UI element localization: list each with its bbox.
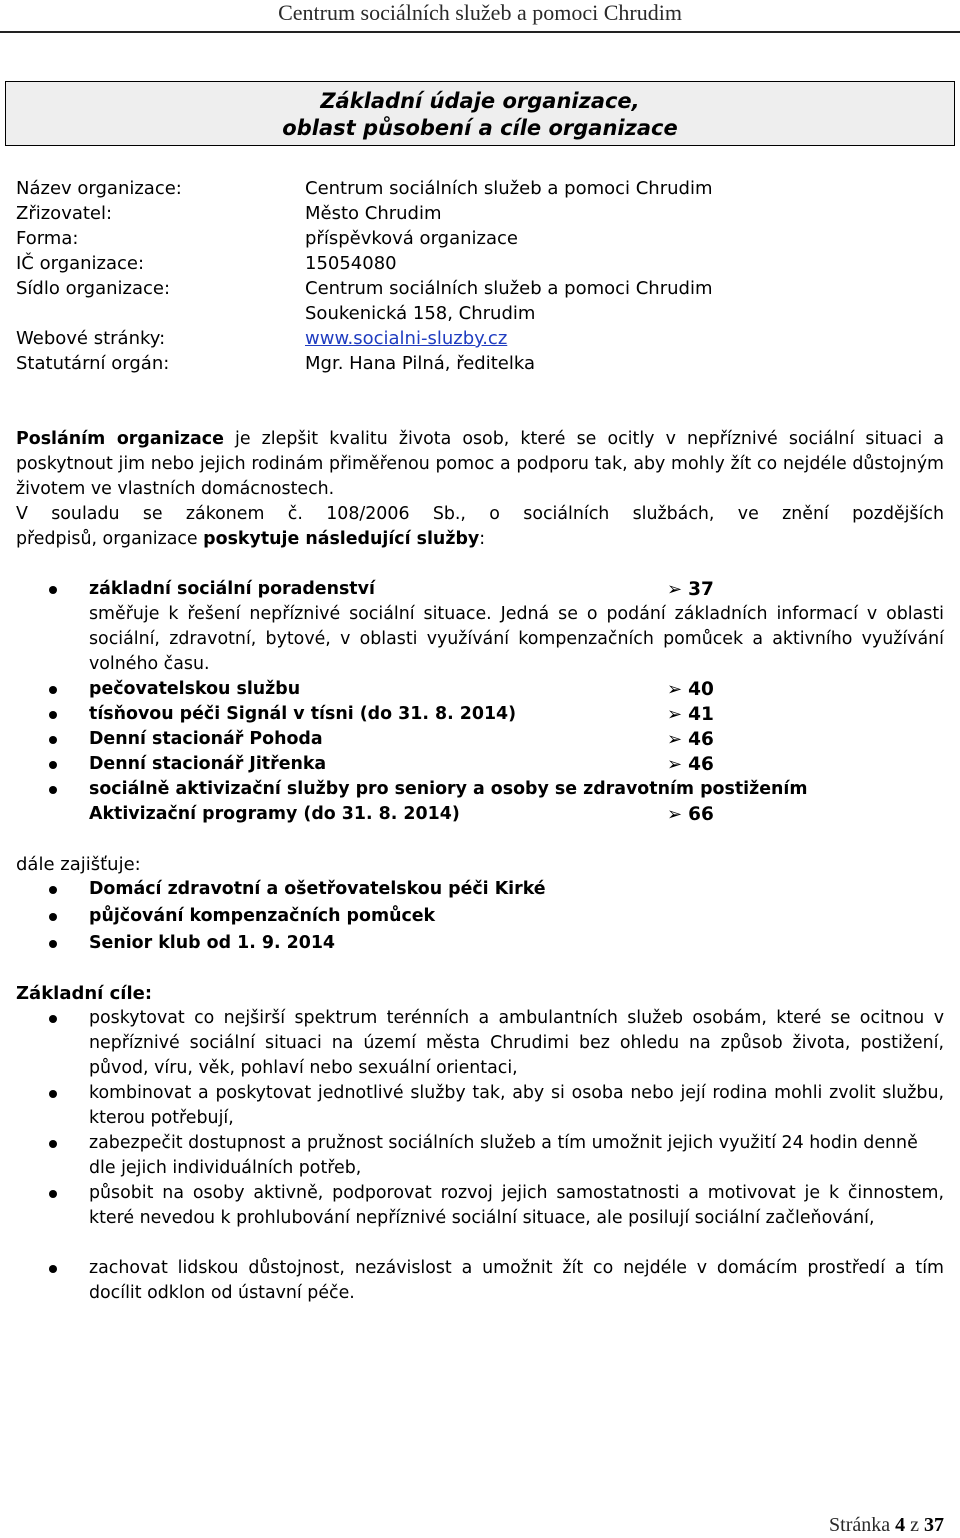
bullet — [49, 1015, 57, 1023]
ref-arrow-icon: ➢ — [667, 579, 683, 600]
bullet — [49, 913, 57, 921]
ref-arrow-icon: ➢ — [667, 729, 683, 750]
title-line-1: Základní údaje organizace, — [320, 89, 640, 113]
service-item: sociálně aktivizační služby pro seniory a osoby se zdravotním postižením — [89, 779, 808, 799]
seat-value-1: Centrum sociálních služeb a pomoci Chrudim — [305, 278, 713, 299]
title-box — [5, 81, 955, 146]
ref-arrow-icon: ➢ — [667, 804, 683, 825]
law-line-2 — [16, 527, 944, 552]
goal-item: zachovat lidskou důstojnost, nezávislost a umožnit žít co nejdéle v domácím prostředí a tím docílit odklon od ústavní péče. — [89, 1258, 944, 1303]
law-line-1: V souladu se zákonem č. 108/2006 Sb., o sociálních službách, ve znění pozdějších — [16, 504, 944, 524]
service-code — [667, 752, 714, 777]
service-code-value: 40 — [688, 679, 714, 700]
org-name-value: Centrum sociálních služeb a pomoci Chrudim — [305, 178, 713, 199]
mission-paragraph — [16, 427, 944, 502]
service-item: Aktivizační programy (do 31. 8. 2014) — [89, 804, 460, 824]
ref-arrow-icon: ➢ — [667, 704, 683, 725]
mission-lead: Posláním organizace — [16, 429, 224, 449]
bullet — [49, 761, 57, 769]
goal-item: působit na osoby aktivně, podporovat rozvoj jejich samostatnosti a motivovat je k činnostem, které nevedou k prohlubování nepříznivé sociální situace, ale posilují sociální začleňování, — [89, 1183, 944, 1228]
goal-item: poskytovat co nejširší spektrum terénních a ambulantních služeb osobám, které se ocitnou v nepříznivé sociální situaci na území města Chrudimi bez ohledu na způsob života, postižení, původ, víru, věk, pohlaví nebo sexuální orientaci, — [89, 1008, 944, 1078]
service-item: tísňovou péči Signál v tísni (do 31. 8. 2014) — [89, 704, 517, 724]
founder-label: Zřizovatel: — [16, 203, 113, 224]
org-name-label: Název organizace: — [16, 178, 182, 199]
service-item: pečovatelskou službu — [89, 679, 301, 699]
service-code — [667, 677, 714, 702]
page-footer — [829, 1514, 944, 1537]
web-label: Webové stránky: — [16, 328, 166, 349]
law-line-2-b: poskytuje následující služby — [203, 529, 480, 549]
bullet — [49, 1190, 57, 1198]
bullet — [49, 1265, 57, 1273]
bullet — [49, 686, 57, 694]
bullet — [49, 586, 57, 594]
bullet — [49, 736, 57, 744]
service-item: Denní stacionář Jitřenka — [89, 754, 327, 774]
bullet — [49, 1140, 57, 1148]
ic-value: 15054080 — [305, 253, 397, 274]
service-item: Denní stacionář Pohoda — [89, 729, 323, 749]
service-code — [667, 802, 714, 827]
also-heading: dále zajišťuje: — [16, 854, 141, 875]
ic-label: IČ organizace: — [16, 253, 145, 274]
web-link[interactable]: www.socialni-sluzby.cz — [305, 328, 508, 349]
header-rule — [0, 31, 960, 33]
title-line-2: oblast působení a cíle organizace — [282, 116, 678, 140]
service-note: směřuje k řešení nepříznivé sociální situace. Jedná se o podání základních informací v oblasti sociální, zdravotní, bytové, v oblasti využívání kompenzačních pomůcek a aktivního využívání volného času. — [89, 604, 944, 674]
bullet — [49, 1090, 57, 1098]
goal-item: zabezpečit dostupnost a pružnost sociálních služeb a tím umožnit jejich využití 24 hodin denně dle jejich individuálních potřeb, — [89, 1133, 918, 1178]
bullet — [49, 711, 57, 719]
service-code-value: 46 — [688, 729, 714, 750]
also-item: půjčování kompenzačních pomůcek — [89, 906, 436, 926]
also-item: Senior klub od 1. 9. 2014 — [89, 933, 336, 953]
service-code-value: 41 — [688, 704, 714, 725]
footer-page-word: Stránka — [829, 1514, 891, 1536]
mission-text: je zlepšit kvalitu života osob, které se ocitly v nepříznivé sociální situaci a poskytnout jim nebo jejich rodinám přiměřenou pomoc a podporu tak, aby mohly žít co nejdéle důstojným životem ve vlastních domácnostech. — [16, 429, 944, 499]
goal-item: kombinovat a poskytovat jednotlivé služby tak, aby si osoba nebo její rodina mohli zvolit službu, kterou potřebují, — [89, 1083, 944, 1128]
service-code-value: 37 — [688, 579, 714, 600]
form-value: příspěvková organizace — [305, 228, 518, 249]
footer-total: 37 — [924, 1514, 944, 1536]
service-code — [667, 577, 714, 602]
service-item: základní sociální poradenství — [89, 579, 375, 599]
law-line-2-a: předpisů, organizace — [16, 529, 204, 549]
service-code-value: 46 — [688, 754, 714, 775]
service-code — [667, 702, 714, 727]
page-header: Centrum sociálních služeb a pomoci Chrudim — [278, 0, 682, 25]
seat-label: Sídlo organizace: — [16, 278, 171, 299]
footer-of-word: z — [910, 1514, 919, 1536]
ref-arrow-icon: ➢ — [667, 679, 683, 700]
founder-value: Město Chrudim — [305, 203, 442, 224]
goals-heading: Základní cíle: — [16, 983, 153, 1004]
service-code — [667, 727, 714, 752]
seat-value-2: Soukenická 158, Chrudim — [305, 303, 536, 324]
service-code-value: 66 — [688, 804, 714, 825]
form-label: Forma: — [16, 228, 79, 249]
bullet — [49, 886, 57, 894]
also-item: Domácí zdravotní a ošetřovatelskou péči Kirké — [89, 879, 546, 899]
ref-arrow-icon: ➢ — [667, 754, 683, 775]
statutory-value: Mgr. Hana Pilná, ředitelka — [305, 353, 535, 374]
bullet — [49, 940, 57, 948]
law-line-2-c: : — [479, 529, 486, 549]
footer-page-num: 4 — [895, 1514, 906, 1536]
bullet — [49, 786, 57, 794]
statutory-label: Statutární orgán: — [16, 353, 170, 374]
